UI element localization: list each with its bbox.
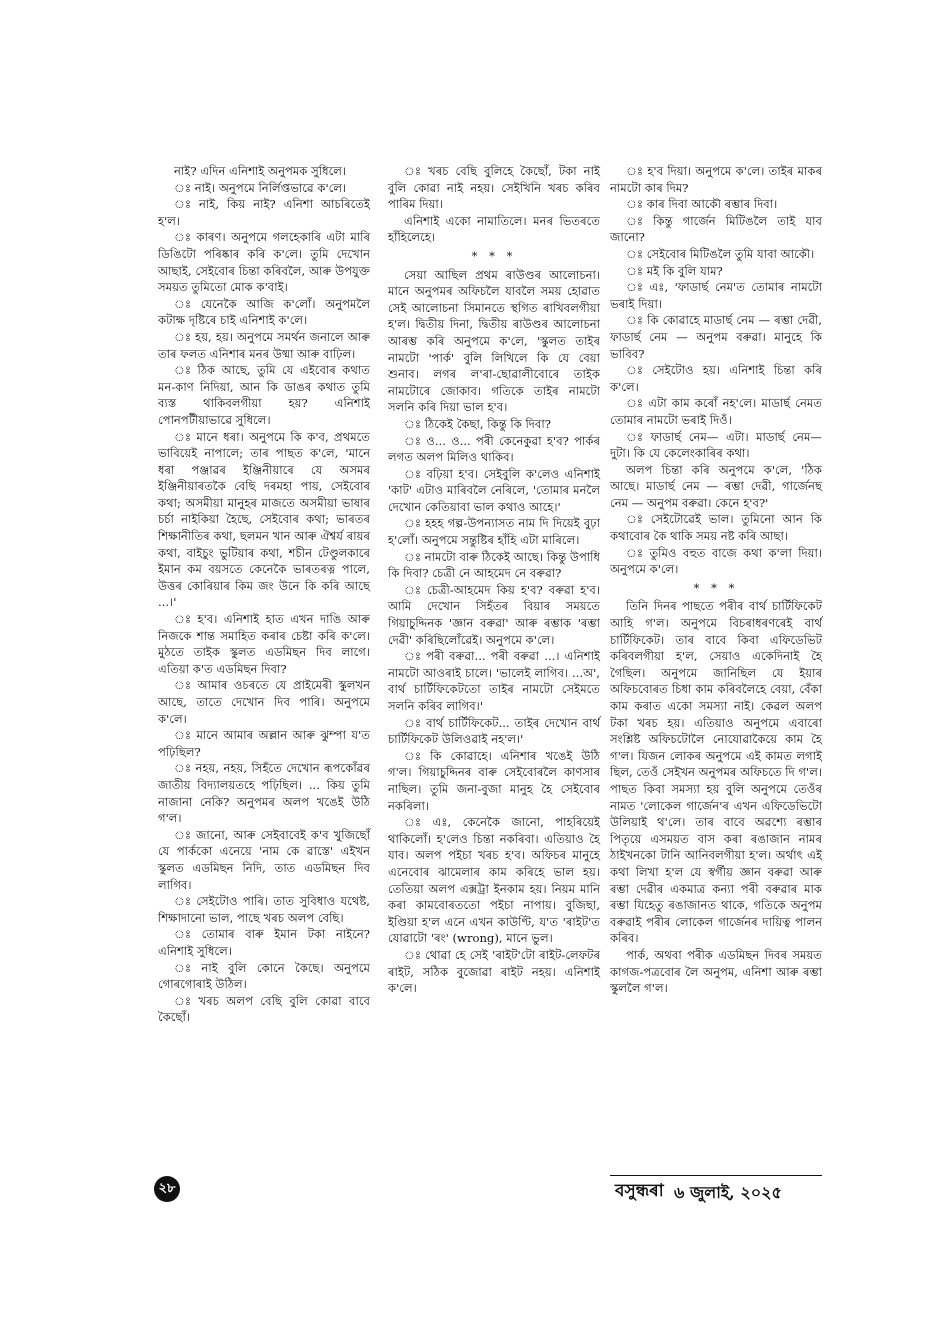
article-paragraph: ঃ হহহ গল্প-উপন্যাসত নাম দি দিয়েই বুঢ়া হ'লোঁ। অনুপমে সন্তুষ্টিৰ হাঁহি এটা মাৰিলে। [388,516,600,548]
article-column-3 [610,163,822,997]
article-paragraph: ঃ কি কোৱাহে মাডাৰ্ছ নেম — ৰম্ভা দেৱী, ফাডাৰ্ছ নেম — অনুপম বৰুৱা। মানুহে কি ভাবিব? [610,313,822,361]
page-number: ২৮ [154,1176,180,1202]
article-paragraph: ঃ বাৰ্থ চাৰ্টিফিকেট... তাইৰ দেখোন বাৰ্থ চাৰ্টিফিকেট উলিওৱাই নহ'ল।' [388,715,600,747]
article-paragraph: ঃ তোমাৰ বাৰু ইমান টকা নাইনে? এনিশাই সুধিলে। [158,927,370,958]
article-paragraph: ঃ সেইবোৰ মিটিঙলৈ তুমি যাবা আকৌ। [626,246,815,261]
article-paragraph: ঃ মানে আমাৰ অল্লান আৰু ঝুম্পা য'ত পঢ়িছিল? [158,728,370,759]
article-paragraph: ঃ কাৰ দিবা আকৌ ৰম্ভাৰ দিবা। [626,197,778,212]
article-paragraph: ঃ নাই বুলি কোনে কৈছে। অনুপমে গোৰগোৰাই উঠিল। [158,960,370,992]
article-paragraph: ঃ ফাডাৰ্ছ নেম— এটা। মাডাৰ্ছ নেম— দুটা। কি যে কেলেংকাৰিৰ কথা। [610,429,822,461]
article-paragraph: ঃ মই কি বুলি যাম? [626,263,723,278]
footer-divider [610,1175,822,1176]
article-paragraph: এনিশাই একো নামাতিলে। মনৰ ভিতৰতে হাঁহিলেহে। [388,213,600,245]
article-paragraph: পাৰ্ক, অথবা পৰীক এডমিছন দিবৰ সময়ত কাগজ-পত্ৰবোৰ লৈ অনুপম, এনিশা আৰু ৰম্ভা স্কুললৈ গ'ল। [610,947,822,996]
article-paragraph: ঃ সেইটোও হয়। এনিশাই চিন্তা কৰি ক'লে। [610,363,822,394]
article-paragraph: ঃ তুমিও বহুত বাজে কথা ক'লা দিয়া। অনুপমে ক'লে। [610,545,822,577]
article-paragraph: ঃ হ'ব। এনিশাই হাত এখন দাঙি আৰু নিজকে শান্ত সমাহিত কৰাৰ চেষ্টা কৰি ক'লে। মুঠতে তাইক স্কুলত এডমিছন দিব লাগে। এতিয়া ক'ত এডমিছন দিবা? [158,612,370,676]
article-paragraph: সেয়া আছিল প্ৰথম ৰাউণ্ডৰ আলোচনা। মানে অনুপমৰ অফিচলৈ যাবলৈ সময় হোৱাত সেই আলোচনা সিমানতে স্থগিত ৰাখিবলগীয়া হ'ল। দ্বিতীয় দিনা, দ্বিতীয় ৰাউণ্ডৰ আলোচনা আৰম্ভ কৰি অনুপমে ক'লে, 'স্কুলত তাইৰ নামটো 'পাৰ্ক' বুলি লিখিলে কি যে বেয়া শুনাব। লগৰ ল'ৰা-ছোৱালীবোৰে তাইক নামটোৰে জোকাব। গতিকে তাইৰ নামটো সলনি কৰি দিয়া ভাল হ'ব। [388,267,600,415]
article-paragraph: ঃ খৰচ বেছি বুলিহে কৈছোঁ, টকা নাই বুলি কোৱা নাই নহয়। সেইখিনি খৰচ কৰিব পাৰিম দিয়া। [388,164,600,212]
article-paragraph: ঃ নহয়, নহয়, সিহঁতে দেখোন ৰূপকোঁৱৰ জাতীয় বিদ্যালয়তহে পঢ়িছিল। ... কিয় তুমি নাজানা নেকি? অনুপমৰ অলপ খঙেই উঠি গ'ল। [158,761,370,826]
article-paragraph: নাই? এদিন এনিশাই অনুপমক সুধিলে। [174,164,347,178]
article-paragraph: ঃ আমাৰ ওচৰতে যে প্ৰাইমেৰী স্কুলখন আছে, তাতে দেখোন দিব পাৰি। অনুপমে ক'লে। [158,678,370,726]
article-paragraph: ঃ যেনেকৈ আজি ক'লোঁ। অনুপমলৈ কটাক্ষ দৃষ্টিৰে চাই এনিশাই ক'লে। [158,296,370,328]
article-paragraph: ঃ ঠিকেই কৈছা, কিন্তু কি দিবা? [404,416,551,431]
article-paragraph: ঃ কাৰণ। অনুপমে গলহেকাৰি এটা মাৰি ডিঙিটো পৰিষ্কাৰ কৰি ক'লে। তুমি দেখোন আছাই, সেইবোৰ চিন্তা কৰিবলৈ, আৰু উপযুক্ত সময়ত তুমিতো মোক ক'বাই। [158,230,370,295]
section-break: * * * [471,248,517,263]
article-paragraph: ঃ নামটো বাৰু ঠিকেই আছে। কিন্তু উপাধি কি দিবা? চেত্ৰী নে আহমেদ নে বৰুৱা? [388,549,600,581]
article-column-2 [388,163,600,997]
article-paragraph: অলপ চিন্তা কৰি অনুপমে ক'লে, 'ঠিক আছে। মাডাৰ্ছ নেম — ৰম্ভা দেৱী, গাৰ্জেনছ নেম — অনুপম বৰুৱা। কেনে হ'ব?' [610,462,822,510]
article-paragraph: ঃ চেত্ৰী-আহমেদ কিয় হ'ব? বৰুৱা হ'ব। আমি দেখোন সিহঁতৰ বিয়াৰ সময়তে গিয়াচুদ্দিনক 'জ্ঞান বৰুৱা' আৰু ৰম্ভাক 'ৰম্ভা দেৱী' কৰিছিলোঁৱেই। অনুপমে ক'লে। [388,582,600,647]
article-paragraph: ঃ মানে ধৰা। অনুপমে কি ক'ব, প্ৰথমতে ভাবিয়েই নাপালে; তাৰ পাছত ক'লে, 'মানে ধৰা পঞ্জাৱৰ ইঞ্জিনীয়াৰে যে অসমৰ ইঞ্জিনীয়াৰতকৈ বেছি দৰমহা পায়, সেইবোৰ কথা; অসমীয়া মানুহৰ মাজতে অসমীয়া ভাষাৰ চৰ্চা নাইকিয়া হৈছে, সেইবোৰ কথা; ভাৰতৰ শিক্ষানীতিৰ কথা, ছলমন খান আৰু ঐশ্বৰ্য ৰায়ৰ কথা, বাইচুং ভুটিয়াৰ কথা, শচীন টেণ্ডুলকাৰে ইমান কম বয়সতে কেনেকৈ ভাৰতৰত্ন পালে, উত্তৰ কোৰিয়াৰ কিম জং উনে কি কৰি আছে ...।' [158,429,370,610]
section-break: * * * [693,580,739,595]
article-paragraph: ঃ পৰী বৰুৱা... পৰী বৰুৱা ...। এনিশাই নামটো আওৰাই চালে। 'ভালেই লাগিব। ...অ', বাৰ্থ চাৰ্টিফিকেটতো তাইৰ নামটো সেইমতে সলনি কৰিব লাগিব।' [388,649,600,713]
article-paragraph: ঃ এঃ, কেনেকৈ জানো, পাহৰিয়েই থাকিলোঁ। হ'লেও চিন্তা নকৰিবা। এতিয়াও হৈ যাব। অলপ পইচা খৰচ হ'ব। অফিচৰ মানুহে এনেবোৰ ঝামেলাৰ কাম কৰিহে ভাল হয়। তেতিয়া অলপ এক্সট্ৰা ইনকাম হয়। নিয়ম মানি কৰা কামবোৰততো পইচা নাপায়। বুজিছা, ইণ্ডিয়া হ'ল এনে এখন কাউণ্টি, য'ত 'ৰাইট'ত যোৱাটো 'ৰং' (wrong), মানে ভুল। [388,815,600,946]
article-column-1 [158,163,370,1026]
article-paragraph: ঃ এটা কাম কৰোঁ নহ'লে। মাডাৰ্ছ নেমত তোমাৰ নামটো ভৰাই দিওঁ। [610,396,822,427]
article-paragraph: ঃ খৰচ অলপ বেছি বুলি কোৱা বাবে কৈছোঁ। [158,993,370,1025]
article-paragraph: ঃ কি কোৱাহে। এনিশাৰ খঙেই উঠি গ'ল। গিয়াচুদ্দিনৰ বাৰু সেইবোৰলৈ কাণসাৰ নাছিল। তুমি জনা-বুজা মানুহ হৈ সেইবোৰ নকৰিলা। [388,748,600,813]
article-paragraph: ঃ এঃ, 'ফাডাৰ্ছ নেম'ত তোমাৰ নামটো ভৰাই দিয়া। [610,280,822,311]
article-paragraph: ঃ হ'ব দিয়া। অনুপমে ক'লে। তাইৰ মাকৰ নামটো কাৰ দিম? [610,164,822,195]
issue-date: ৬ জুলাই, ২০২৫ [674,1183,782,1202]
article-paragraph: ঃ ঠিক আছে, তুমি যে এইবোৰ কথাত মন-কাণ নিদিয়া, আন কি ডাঙৰ কথাত তুমি ব্যস্ত থাকিবলগীয়া হয়? এনিশাই পোনপটীয়াভাৱে সুধিলে। [158,363,370,427]
article-paragraph: তিনি দিনৰ পাছতে পৰীৰ বাৰ্থ চাৰ্টিফিকেট আহি গ'ল। অনুপমে বিচৰাধৰণৰেই বাৰ্থ চাৰ্টিফিকেট। তাৰ বাবে কিবা এফিডেভিট কৰিবলগীয়া হ'ল, সেয়াও একেদিনাই হৈ গৈছিল। অনুপমে জানিছিল যে ইয়াৰ অফিচবোৰত চিধা কাম কৰিবলৈহে বেয়া, বেঁকা কাম কৰাত একো সমস্যা নাই। কেৱল অলপ টকা খৰচ হয়। এতিয়াও অনুপমে এবাৰো সংশ্লিষ্ট অফিচটোলৈ নোযোৱাকৈয়ে কাম হৈ গ'ল। যিজন লোকৰ অনুপমে এই কামত লগাই ছিল, তেওঁ সেইখন অনুপমৰ অফিচতে দি গ'ল। পাছত কিবা সমস্যা হয় বুলি অনুপমে তেওঁৰ নামত 'লোকেল গাৰ্জেন'ৰ এখন এফিডেভিটো উলিয়াই থ'লে। তাৰ বাবে অৱশ্যে ৰম্ভাৰ পিতৃয়ে এসময়ত বাস কৰা ৰঙাজান নামৰ ঠাইখনকো টানি আনিবলগীয়া হ'ল। অৰ্থাৎ এই কথা লিখা হ'ল যে স্বৰ্গীয় জ্ঞান বৰুৱা আৰু ৰম্ভা দেৱীৰ একমাত্ৰ কন্যা পৰী বৰুৱাৰ মাক ৰম্ভা যিহেতু ৰঙাজানত থাকে, গতিকে অনুপম বৰুৱাই পৰীৰ লোকেল গাৰ্জেনৰ দায়িত্ব পালন কৰিব। [610,599,822,946]
article-paragraph: ঃ কিন্তু গাৰ্জেন মিটিঙলৈ তাই যাব জানো? [610,213,822,245]
article-paragraph: ঃ জানো, আৰু সেইবাবেই ক'ব খুজিছোঁ যে পাৰ্ককো এনেয়ে 'নাম কে ৱাস্তে' এইখন স্কুলত এডমিছন নিদি, তাত এডমিছন দিব লাগিব। [158,827,370,892]
magazine-name: বসুন্ধৰা [615,1181,664,1201]
article-paragraph: ঃ থোৱা হে সেই 'ৰাইট'টো ৰাইট-লেফটৰ ৰাইট, সঠিক বুজোৱা ৰাইট নহয়। এনিশাই ক'লে। [388,947,600,996]
article-paragraph: ঃ নাই। অনুপমে নির্লিপ্তভাৱে ক'লে। [174,180,347,195]
article-paragraph: ঃ সেইটোৱেই ভাল। তুমিনো আন কি কথাবোৰ কৈ থাকি সময় নষ্ট কৰি আছা। [610,512,822,544]
article-paragraph: ঃ সেইটোও পাৰি। তাত সুবিধাও যথেষ্ট, শিক্ষাদানো ভাল, পাছে খৰচ অলপ বেছি। [158,894,370,925]
article-paragraph: ঃ বঢ়িয়া হ'ব। সেইবুলি ক'লেও এনিশাই 'কাট' এটাও মাৰিবলৈ নেৰিলে, 'তোমাৰ মনলৈ দেখোন কেতিয়াবা ভাল কথাও আহে।' [388,466,600,514]
article-paragraph: ঃ নাই, কিয় নাই? এনিশা আচৰিতেই হ'ল। [158,197,370,228]
article-paragraph: ঃ হয়, হয়। অনুপমে সমৰ্থন জনালে আৰু তাৰ ফলত এনিশাৰ মনৰ উষ্মা আৰু বাঢ়িল। [158,329,370,361]
article-paragraph: ঃ ও... ও... পৰী কেনেকুৱা হ'ব? পাৰ্কৰ লগত অলপ মিলিও থাকিব। [388,433,600,465]
